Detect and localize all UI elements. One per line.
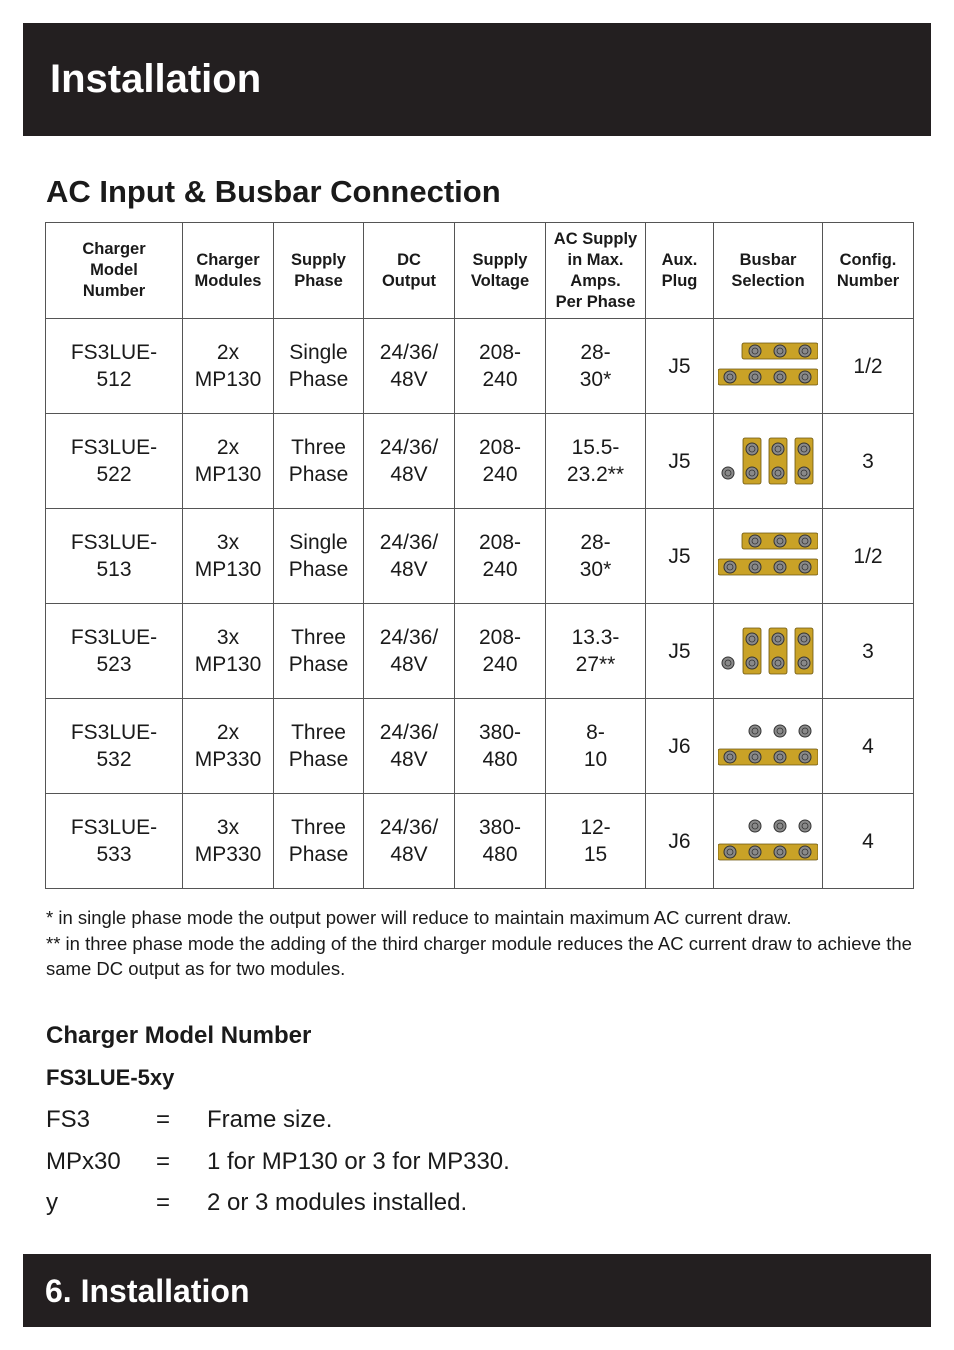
table-body bbox=[46, 319, 914, 889]
terminal-screw bbox=[749, 751, 761, 763]
cell-line: 15 bbox=[583, 843, 608, 866]
terminal-screw bbox=[799, 561, 811, 573]
cell-busbar-selection bbox=[714, 604, 823, 699]
cell-line: 3x bbox=[216, 531, 240, 554]
terminal-screw bbox=[799, 751, 811, 763]
table-row bbox=[46, 794, 914, 889]
column-header-line: Selection bbox=[731, 271, 805, 290]
cell-dc bbox=[364, 509, 455, 604]
cell-line: Phase bbox=[288, 368, 349, 391]
column-header bbox=[646, 223, 714, 319]
cell-line: 24/36/ bbox=[379, 816, 439, 839]
cell-dc bbox=[364, 414, 455, 509]
column-header-line: Number bbox=[836, 271, 900, 290]
terminal-screw bbox=[798, 657, 810, 669]
table-row bbox=[46, 414, 914, 509]
cell-voltage bbox=[455, 604, 546, 699]
footer-bar bbox=[23, 1254, 931, 1327]
cell-line: 23.2** bbox=[566, 463, 625, 486]
terminal-screw bbox=[724, 846, 736, 858]
cell-config-number: 4 bbox=[823, 794, 914, 889]
terminal-screw bbox=[798, 467, 810, 479]
column-header bbox=[714, 223, 823, 319]
terminal-screw bbox=[774, 751, 786, 763]
terminal-screw bbox=[746, 633, 758, 645]
definition-equals: = bbox=[156, 1148, 171, 1175]
cell-busbar-selection bbox=[714, 509, 823, 604]
table-row bbox=[46, 604, 914, 699]
cell-phase bbox=[274, 794, 364, 889]
terminal-screw bbox=[724, 561, 736, 573]
column-header-line: Busbar bbox=[739, 250, 797, 269]
cell-line: 24/36/ bbox=[379, 436, 439, 459]
cell-line: FS3LUE- bbox=[70, 816, 158, 839]
cell-line: 522 bbox=[96, 463, 132, 486]
busbar-diagram bbox=[718, 341, 818, 391]
busbar-diagram bbox=[718, 626, 818, 676]
cell-line: 3x bbox=[216, 626, 240, 649]
column-header-line: Voltage bbox=[470, 271, 530, 290]
cell-busbar-selection bbox=[714, 319, 823, 414]
cell-line: 30* bbox=[579, 368, 612, 391]
cell-line: MP330 bbox=[194, 748, 262, 771]
cell-busbar-selection bbox=[714, 699, 823, 794]
cell-line: 48V bbox=[390, 463, 428, 486]
cell-amps bbox=[546, 414, 646, 509]
column-header bbox=[183, 223, 274, 319]
terminal-screw bbox=[799, 535, 811, 547]
column-header-line: in Max. bbox=[567, 250, 624, 269]
cell-amps bbox=[546, 604, 646, 699]
cell-modules bbox=[183, 319, 274, 414]
cell-dc bbox=[364, 794, 455, 889]
header-bar bbox=[23, 23, 931, 136]
cell-phase bbox=[274, 319, 364, 414]
cell-config-number: 3 bbox=[823, 414, 914, 509]
cell-busbar-selection bbox=[714, 414, 823, 509]
cell-line: 240 bbox=[482, 653, 518, 676]
cell-line: Phase bbox=[288, 558, 349, 581]
cell-line: 48V bbox=[390, 843, 428, 866]
cell-line: 27** bbox=[575, 653, 616, 676]
cell-amps bbox=[546, 319, 646, 414]
cell-line: 480 bbox=[482, 843, 518, 866]
cell-model bbox=[46, 699, 183, 794]
terminal-screw bbox=[722, 657, 734, 669]
table-header-row bbox=[46, 223, 914, 319]
cell-line: 208- bbox=[478, 341, 522, 364]
terminal-screw bbox=[746, 467, 758, 479]
table-row bbox=[46, 699, 914, 794]
cell-line: 2x bbox=[216, 341, 240, 364]
column-header bbox=[46, 223, 183, 319]
cell-dc bbox=[364, 319, 455, 414]
column-header-line: Output bbox=[381, 271, 437, 290]
footnotes bbox=[46, 905, 916, 982]
model-number-pattern: FS3LUE-5xy bbox=[46, 1065, 175, 1090]
section-title: AC Input & Busbar Connection bbox=[46, 174, 501, 209]
terminal-screw bbox=[749, 561, 761, 573]
column-header-line: Modules bbox=[194, 271, 262, 290]
cell-config-number: 1/2 bbox=[823, 509, 914, 604]
cell-model bbox=[46, 414, 183, 509]
column-header-line: Per Phase bbox=[555, 292, 636, 311]
column-header-line: Charger bbox=[196, 250, 260, 269]
cell-line: 208- bbox=[478, 626, 522, 649]
cell-line: Three bbox=[291, 721, 346, 744]
cell-line: 15.5- bbox=[571, 436, 620, 459]
terminal-screw bbox=[774, 846, 786, 858]
column-header-line: Supply bbox=[290, 250, 346, 269]
cell-line: MP130 bbox=[194, 653, 262, 676]
cell-aux-plug: J5 bbox=[646, 319, 714, 414]
cell-line: 28- bbox=[580, 531, 611, 554]
definition-value: Frame size. bbox=[207, 1106, 333, 1133]
terminal-screw bbox=[799, 345, 811, 357]
cell-line: 10 bbox=[583, 748, 608, 771]
cell-line: Phase bbox=[288, 463, 349, 486]
cell-modules bbox=[183, 509, 274, 604]
cell-line: 24/36/ bbox=[379, 721, 439, 744]
cell-modules bbox=[183, 794, 274, 889]
model-number-heading: Charger Model Number bbox=[46, 1022, 312, 1049]
cell-line: 208- bbox=[478, 436, 522, 459]
page-title: Installation bbox=[50, 57, 262, 101]
cell-line: 24/36/ bbox=[379, 341, 439, 364]
cell-line: Single bbox=[289, 531, 348, 554]
column-header bbox=[274, 223, 364, 319]
column-header-line: Charger bbox=[82, 240, 146, 258]
cell-line: 2x bbox=[216, 436, 240, 459]
cell-phase bbox=[274, 414, 364, 509]
table-row bbox=[46, 319, 914, 414]
cell-line: MP130 bbox=[194, 368, 262, 391]
cell-line: 532 bbox=[96, 748, 132, 771]
cell-line: 12- bbox=[580, 816, 611, 839]
cell-line: 513 bbox=[96, 558, 132, 581]
cell-amps bbox=[546, 509, 646, 604]
definition-key: y bbox=[46, 1189, 58, 1216]
terminal-screw bbox=[724, 751, 736, 763]
cell-line: Three bbox=[291, 436, 346, 459]
cell-aux-plug: J5 bbox=[646, 414, 714, 509]
cell-modules bbox=[183, 604, 274, 699]
terminal-screw bbox=[772, 657, 784, 669]
column-header bbox=[823, 223, 914, 319]
cell-line: Single bbox=[289, 341, 348, 364]
terminal-screw bbox=[749, 371, 761, 383]
table-row bbox=[46, 509, 914, 604]
cell-aux-plug: J5 bbox=[646, 509, 714, 604]
cell-line: 380- bbox=[478, 721, 522, 744]
cell-model bbox=[46, 604, 183, 699]
cell-line: 48V bbox=[390, 558, 428, 581]
terminal-screw bbox=[799, 846, 811, 858]
cell-line: MP130 bbox=[194, 463, 262, 486]
terminal-screw bbox=[772, 443, 784, 455]
terminal-screw bbox=[746, 657, 758, 669]
cell-line: 523 bbox=[96, 653, 132, 676]
cell-amps bbox=[546, 699, 646, 794]
terminal-screw bbox=[774, 561, 786, 573]
cell-line: 3x bbox=[216, 816, 240, 839]
terminal-screw bbox=[774, 535, 786, 547]
terminal-screw bbox=[798, 633, 810, 645]
cell-line: 240 bbox=[482, 558, 518, 581]
cell-model bbox=[46, 509, 183, 604]
definition-key: FS3 bbox=[46, 1106, 91, 1133]
cell-line: 512 bbox=[96, 368, 132, 391]
cell-line: 480 bbox=[482, 748, 518, 771]
cell-line: Phase bbox=[288, 748, 349, 771]
cell-line: FS3LUE- bbox=[70, 531, 158, 554]
cell-config-number: 1/2 bbox=[823, 319, 914, 414]
definition-key: MPx30 bbox=[46, 1148, 121, 1175]
cell-line: 533 bbox=[96, 843, 132, 866]
cell-phase bbox=[274, 604, 364, 699]
column-header-line: Number bbox=[82, 282, 146, 300]
cell-voltage bbox=[455, 699, 546, 794]
cell-line: Three bbox=[291, 816, 346, 839]
terminal-screw bbox=[772, 633, 784, 645]
cell-line: FS3LUE- bbox=[70, 436, 158, 459]
column-header bbox=[364, 223, 455, 319]
cell-line: 24/36/ bbox=[379, 626, 439, 649]
cell-line: 240 bbox=[482, 463, 518, 486]
cell-dc bbox=[364, 604, 455, 699]
cell-dc bbox=[364, 699, 455, 794]
cell-phase bbox=[274, 509, 364, 604]
cell-line: 13.3- bbox=[571, 626, 620, 649]
cell-aux-plug: J5 bbox=[646, 604, 714, 699]
cell-voltage bbox=[455, 794, 546, 889]
cell-line: Three bbox=[291, 626, 346, 649]
cell-line: 240 bbox=[482, 368, 518, 391]
terminal-screw bbox=[749, 846, 761, 858]
busbar-diagram bbox=[718, 436, 818, 486]
definition-value: 1 for MP130 or 3 for MP330. bbox=[207, 1148, 510, 1175]
cell-voltage bbox=[455, 414, 546, 509]
cell-model bbox=[46, 794, 183, 889]
cell-busbar-selection bbox=[714, 794, 823, 889]
definition-value: 2 or 3 modules installed. bbox=[207, 1189, 468, 1216]
terminal-screw bbox=[799, 820, 811, 832]
terminal-screw bbox=[724, 371, 736, 383]
cell-aux-plug: J6 bbox=[646, 794, 714, 889]
column-header-line: Aux. bbox=[661, 250, 698, 269]
column-header-line: Config. bbox=[839, 250, 897, 269]
cell-config-number: 3 bbox=[823, 604, 914, 699]
column-header-line: Supply bbox=[472, 250, 528, 269]
busbar-diagram bbox=[718, 721, 818, 771]
cell-line: Phase bbox=[288, 653, 349, 676]
cell-modules bbox=[183, 414, 274, 509]
cell-line: 8- bbox=[586, 721, 605, 744]
cell-line: 2x bbox=[216, 721, 240, 744]
cell-model bbox=[46, 319, 183, 414]
terminal-screw bbox=[798, 443, 810, 455]
cell-voltage bbox=[455, 319, 546, 414]
cell-line: FS3LUE- bbox=[70, 721, 158, 744]
cell-line: 48V bbox=[390, 748, 428, 771]
column-header-line: DC bbox=[397, 250, 421, 269]
cell-line: 28- bbox=[580, 341, 611, 364]
cell-line: 30* bbox=[579, 558, 612, 581]
cell-line: 48V bbox=[390, 653, 428, 676]
specification-table bbox=[45, 222, 914, 889]
column-header-line: Model bbox=[90, 261, 138, 279]
terminal-screw bbox=[799, 371, 811, 383]
cell-line: MP330 bbox=[194, 843, 262, 866]
terminal-screw bbox=[749, 725, 761, 737]
cell-phase bbox=[274, 699, 364, 794]
cell-amps bbox=[546, 794, 646, 889]
cell-line: MP130 bbox=[194, 558, 262, 581]
cell-modules bbox=[183, 699, 274, 794]
column-header bbox=[546, 223, 646, 319]
footnote-three-phase: ** in three phase mode the adding of the third charger module reduces the AC current draw to achieve the same DC output as for two modules. bbox=[46, 932, 912, 979]
definition-equals: = bbox=[156, 1189, 171, 1216]
cell-line: 48V bbox=[390, 368, 428, 391]
cell-line: 380- bbox=[478, 816, 522, 839]
cell-line: 208- bbox=[478, 531, 522, 554]
column-header-line: AC Supply bbox=[553, 229, 638, 248]
cell-aux-plug: J6 bbox=[646, 699, 714, 794]
cell-voltage bbox=[455, 509, 546, 604]
terminal-screw bbox=[774, 725, 786, 737]
terminal-screw bbox=[799, 725, 811, 737]
column-header bbox=[455, 223, 546, 319]
footer-title: 6. Installation bbox=[45, 1273, 250, 1309]
terminal-screw bbox=[774, 371, 786, 383]
cell-line: FS3LUE- bbox=[70, 626, 158, 649]
cell-line: 24/36/ bbox=[379, 531, 439, 554]
cell-config-number: 4 bbox=[823, 699, 914, 794]
terminal-screw bbox=[749, 820, 761, 832]
terminal-screw bbox=[772, 467, 784, 479]
terminal-screw bbox=[749, 535, 761, 547]
terminal-screw bbox=[774, 345, 786, 357]
footnote-single-phase: * in single phase mode the output power will reduce to maintain maximum AC current draw. bbox=[46, 907, 792, 928]
column-header-line: Phase bbox=[294, 271, 343, 290]
busbar-diagram bbox=[718, 816, 818, 866]
terminal-screw bbox=[774, 820, 786, 832]
terminal-screw bbox=[722, 467, 734, 479]
definition-equals: = bbox=[156, 1106, 171, 1133]
column-header-line: Plug bbox=[661, 271, 698, 290]
busbar-diagram bbox=[718, 531, 818, 581]
cell-line: Phase bbox=[288, 843, 349, 866]
column-header-line: Amps. bbox=[570, 271, 621, 290]
cell-line: FS3LUE- bbox=[70, 341, 158, 364]
terminal-screw bbox=[749, 345, 761, 357]
terminal-screw bbox=[746, 443, 758, 455]
